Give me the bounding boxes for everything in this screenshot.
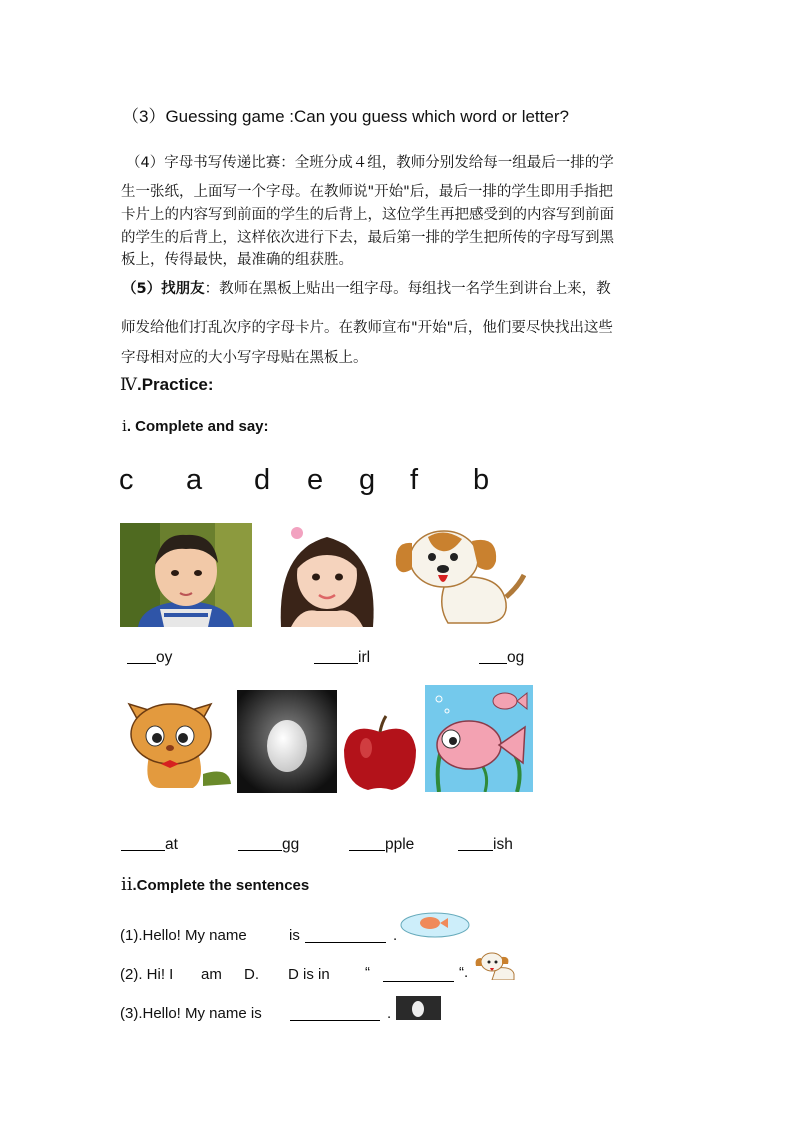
friends-line-3: 字母相对应的大小写字母贴在黑板上。 (121, 350, 368, 366)
sentence-3-blank[interactable] (290, 1006, 380, 1021)
fish-image (425, 685, 533, 792)
word-6-suffix: pple (385, 836, 415, 853)
sentence-2-blank[interactable] (383, 967, 454, 982)
friends-text: ：教师在黑板上贴出一组字母。每组找一名学生到讲台上来，教 (204, 281, 611, 297)
blank-2[interactable] (314, 649, 358, 664)
small-dog-image (474, 950, 520, 980)
word-4 (121, 836, 178, 853)
cat-image (119, 690, 233, 792)
word-3-suffix: og (507, 649, 525, 666)
letter-5: g (359, 464, 376, 496)
word-7 (458, 836, 513, 853)
blank-5[interactable] (238, 836, 282, 851)
word-5 (238, 836, 299, 853)
sentence-1-start: (1).Hello! My name (120, 927, 247, 944)
letters-row (0, 464, 794, 500)
sentence-3-start: (3).Hello! My name is (120, 1005, 262, 1022)
letter-1: c (119, 464, 134, 496)
letter-6: f (410, 464, 419, 496)
part2-heading (121, 876, 309, 894)
sentence-2-open-quote: “ (365, 964, 370, 981)
practice-heading (120, 376, 214, 394)
letter-7: b (473, 464, 490, 496)
part1-title: . Complete and say: (126, 418, 269, 435)
sentence-1-is: is (289, 927, 300, 944)
blank-7[interactable] (458, 836, 493, 851)
part1-heading (122, 419, 269, 434)
friends-line-2: 师发给他们打乱次序的字母卡片。在教师宣布"开始"后，他们要尽快找出这些 (121, 320, 613, 336)
fish-bowl-image (398, 909, 472, 939)
practice-roman: Ⅳ (120, 375, 137, 395)
letter-4: e (307, 464, 324, 496)
practice-title: .Practice: (136, 375, 214, 394)
word-6 (349, 836, 414, 853)
blank-3[interactable] (479, 649, 507, 664)
relay-line-5: 板上，传得最快，最准确的组获胜。 (121, 252, 353, 268)
sentence-2-am: am (201, 966, 222, 983)
letter-3: d (254, 464, 271, 496)
girl-image (261, 521, 394, 627)
part1-roman: ⅰ (122, 417, 127, 435)
letter-2: a (186, 464, 203, 496)
sentence-2-start: (2). Hi! I (120, 966, 174, 983)
friends-title: 找朋友 (161, 281, 205, 297)
sentence-3-period: . (387, 1005, 392, 1022)
word-3 (479, 649, 524, 666)
relay-line-4: 的学生的后背上，这样依次进行下去，最后第一排的学生把所传的字母写到黑 (121, 230, 614, 246)
relay-line-3: 卡片上的内容写到前面的学生的后背上，这位学生再把感受到的内容写到前面 (121, 207, 614, 223)
friends-line-1 (122, 277, 611, 298)
word-1-suffix: oy (156, 649, 173, 666)
friends-number: （5） (122, 281, 162, 297)
word-7-suffix: ish (493, 836, 513, 853)
sentence-2-d: D. (244, 966, 259, 983)
word-2 (314, 649, 370, 666)
blank-6[interactable] (349, 836, 385, 851)
small-egg-image (396, 996, 441, 1020)
relay-line-1: （4）字母书写传递比赛：全班分成４组，教师分别发给每一组最后一排的学 (126, 155, 614, 171)
apple-image (340, 714, 420, 792)
sentence-2-d-is-in: D is in (288, 966, 330, 983)
sentence-1-period: . (393, 927, 398, 944)
word-2-suffix: irl (358, 649, 371, 666)
dog-image (392, 517, 526, 627)
word-5-suffix: gg (282, 836, 300, 853)
part2-roman: ⅱ (121, 874, 133, 895)
relay-line-2: 生一张纸，上面写一个字母。在教师说"开始"后，最后一排的学生即用手指把 (121, 184, 613, 200)
word-4-suffix: at (165, 836, 178, 853)
sentence-2-close-quote: “. (459, 964, 469, 981)
blank-1[interactable] (127, 649, 156, 664)
word-1 (127, 649, 172, 666)
egg-image (237, 690, 337, 793)
part2-title: .Complete the sentences (132, 877, 310, 894)
guessing-game-line: （3）Guessing game :Can you guess which word or letter? (122, 107, 569, 126)
blank-4[interactable] (121, 836, 165, 851)
boy-image (120, 523, 252, 627)
sentence-1-blank[interactable] (305, 928, 386, 943)
